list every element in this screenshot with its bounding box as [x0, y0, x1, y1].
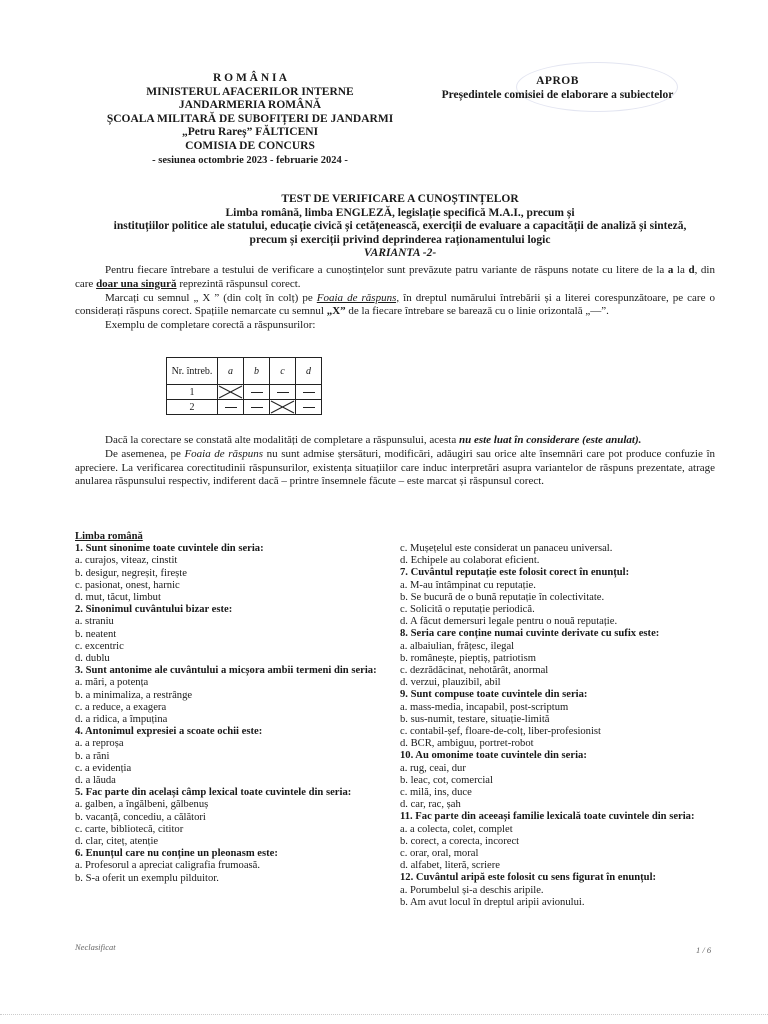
question-text: 7. Cuvântul reputație este folosit corect în enunțul:	[400, 567, 630, 579]
text: , din care	[75, 264, 715, 290]
option-text: a. mass-media, incapabil, post-scriptum	[400, 701, 569, 713]
right-question-column	[400, 543, 730, 909]
option-text: a. Profesorul a apreciat caligrafia frumoasă.	[75, 860, 261, 872]
table-row	[167, 400, 322, 415]
example-caption: Exemplu de completare corectă a răspunsurilor:	[105, 319, 316, 332]
dash-mark	[303, 407, 315, 408]
option-text: b. sus-numit, testare, situație-limită	[400, 713, 550, 725]
dash-cell	[296, 400, 322, 415]
question-text: 9. Sunt compuse toate cuvintele din seria:	[400, 689, 588, 701]
question-text: 4. Antonimul expresiei a scoate ochii este:	[75, 726, 263, 738]
instruction-paragraph	[75, 434, 715, 448]
classification-label: Neclasificat	[75, 942, 116, 952]
page-number: 1 / 6	[696, 945, 712, 955]
header-line: R O M Â N I A	[212, 72, 288, 84]
option-text: d. A făcut demersuri legale pentru o nouă reputație.	[400, 616, 618, 628]
option-text: c. Solicită o reputație periodică.	[400, 604, 535, 616]
text: reprezintă răspunsul corect.	[176, 277, 301, 290]
dash-mark	[277, 392, 289, 393]
option-text: a. straniu	[75, 616, 114, 628]
option-text: b. Se bucură de o bună reputație în colectivitate.	[400, 591, 605, 603]
text: De asemenea, pe	[105, 447, 185, 460]
option-text: c. orar, oral, moral	[400, 848, 479, 860]
emphasis: doar una singură	[96, 277, 177, 290]
table-cell: 1	[167, 385, 218, 400]
option-text: c. contabil-șef, floare-de-colț, liber-profesionist	[400, 726, 601, 738]
dash-cell	[244, 385, 270, 400]
option-text: c. a reduce, a exagera	[75, 701, 167, 713]
section-title: Limba română	[75, 531, 143, 542]
example-answer-table	[166, 357, 322, 415]
option-text: b. Am avut locul în dreptul aripii avionului.	[400, 896, 585, 908]
question-text: 2. Sinonimul cuvântului bizar este:	[75, 604, 233, 616]
header-line: JANDARMERIA ROMÂNĂ	[178, 99, 322, 112]
emphasis: Foaia de răspuns	[184, 447, 264, 460]
header-line: „Petru Rareș” FĂLTICENI	[181, 126, 319, 139]
approver-title: Președintele comisiei de elaborare a subiectelor	[441, 89, 674, 101]
subtitle-line: Limba română, limba ENGLEZĂ, legislație specifică M.A.I., precum și	[225, 206, 575, 219]
option-text: b. desigur, negreșit, firește	[75, 567, 187, 579]
approval-header	[430, 74, 685, 102]
instructions-continued	[75, 434, 715, 489]
option-text: d. alfabet, literă, scriere	[400, 860, 500, 872]
title-line: TEST DE VERIFICARE A CUNOȘTINȚELOR	[281, 193, 519, 205]
option-text: a. M-au întâmpinat cu reputație.	[400, 579, 536, 591]
institution-header	[100, 72, 400, 167]
emphasis: nu este luat în considerare (este anulat).	[458, 434, 642, 446]
dash-mark	[251, 407, 263, 408]
option-text: a. galben, a îngălbeni, gălbenuș	[75, 799, 209, 811]
approve-label: APROB	[536, 75, 579, 87]
header-line: MINISTERUL AFACERILOR INTERNE	[146, 85, 354, 98]
option-text: b. corect, a corecta, incorect	[400, 835, 520, 847]
text: Pentru fiecare întrebare a testului de verificare a cunoștințelor sunt prevăzute patru variante de răspuns notate cu litere de la	[105, 264, 668, 276]
page-divider	[0, 1014, 768, 1015]
x-mark-icon	[270, 400, 295, 414]
subtitle-line: precum și exerciții privind deprinderea raționamentului logic	[249, 233, 551, 246]
dash-mark	[303, 392, 315, 393]
option-text: c. excentric	[75, 640, 124, 652]
option-text: d. BCR, ambiguu, portret-robot	[400, 738, 534, 750]
test-title	[60, 193, 740, 261]
dash-mark	[225, 407, 237, 408]
option-text: b. vacanță, concediu, a călători	[75, 811, 206, 823]
session-line: - sesiunea octombrie 2023 - februarie 2024 -	[152, 154, 348, 166]
option-text: c. Mușețelul este considerat un panaceu universal.	[400, 543, 613, 554]
option-text: b. a minimaliza, a restrânge	[75, 689, 193, 701]
option-text: a. a colecta, colet, complet	[400, 823, 513, 835]
option-text: a. curajos, viteaz, cinstit	[75, 555, 178, 567]
question-text: 8. Seria care conține numai cuvinte derivate cu sufix este:	[400, 628, 660, 640]
text: în dreptul numărului întrebării și a literei corespunzătoare, pe care o considerați răspuns corect. Spațiile nemarcate cu semnul	[75, 291, 716, 318]
dash-cell	[270, 385, 296, 400]
option-text: d. Echipele au colaborat eficient.	[400, 555, 540, 567]
option-text: d. mut, tăcut, limbut	[75, 592, 161, 604]
option-text: a. a reproșa	[75, 738, 124, 750]
question-text: 5. Fac parte din același câmp lexical toate cuvintele din seria:	[75, 787, 352, 799]
table-header: b	[244, 358, 270, 385]
table-header: Nr. întreb.	[167, 358, 218, 385]
emphasis: Foaia de răspuns,	[316, 291, 400, 304]
option-text: c. milă, ins, duce	[400, 787, 472, 799]
table-header: d	[296, 358, 322, 385]
text: d	[688, 264, 695, 276]
table-header: c	[270, 358, 296, 385]
option-text: c. carte, bibliotecă, cititor	[75, 823, 184, 835]
question-text: 12. Cuvântul aripă este folosit cu sens figurat în enunțul:	[400, 872, 657, 884]
option-text: b. românește, pieptiș, patriotism	[400, 652, 536, 664]
text: la	[673, 264, 689, 276]
table-row	[167, 385, 322, 400]
option-text: a. Porumbelul și-a deschis aripile.	[400, 884, 544, 896]
x-mark-icon	[218, 385, 243, 399]
emphasis: „X”	[326, 305, 346, 318]
question-text: 3. Sunt antonime ale cuvântului a micșora ambii termeni din seria:	[75, 665, 377, 677]
subtitle-line: instituțiilor politice ale statului, educație civică și cetățenească, exerciții de evaluare a capacității de analiză și sinteză,	[113, 220, 687, 233]
instruction-paragraph	[75, 448, 715, 489]
question-text: 6. Enunțul care nu conține un pleonasm este:	[75, 848, 278, 860]
option-text: d. a ridica, a împuțina	[75, 714, 168, 726]
option-text: b. leac, cot, comercial	[400, 774, 493, 786]
text: Marcați cu semnul „ X ” (din colț în colț) pe	[105, 291, 317, 304]
option-text: d. a lăuda	[75, 775, 116, 787]
header-line: COMISIA DE CONCURS	[185, 139, 315, 152]
dash-mark	[251, 392, 263, 393]
option-text: a. mări, a potența	[75, 677, 149, 689]
dash-cell	[296, 385, 322, 400]
option-text: b. a răni	[75, 750, 110, 762]
instruction-paragraph	[75, 292, 715, 320]
option-text: c. a evidenția	[75, 762, 132, 774]
table-cell: 2	[167, 400, 218, 415]
option-text: b. neatent	[75, 628, 117, 640]
table-header: a	[218, 358, 244, 385]
option-text: c. pasionat, onest, harnic	[75, 579, 180, 591]
question-text: 11. Fac parte din aceeași familie lexicală toate cuvintele din seria:	[400, 811, 695, 823]
option-text: d. dublu	[75, 653, 110, 665]
text: nu sunt admise ștersături, modificări, adăugiri sau orice alte însemnări care pot produce confuzie în apreciere. La verificarea corectitudinii răspunsurilor, existența situațiilor care induc interpretări asupra variantelor de răspuns prezentate, atrage anularea răspunsului respectiv, indiferent dacă – printre însemnele făcute – este marcat și răspunsul corect.	[75, 447, 715, 488]
option-text: a. rug, ceai, dur	[400, 762, 466, 774]
instructions	[75, 264, 715, 333]
text: Dacă la corectare se constată alte modalități de completare a răspunsului, acesta	[105, 434, 459, 446]
option-text: d. verzui, plauzibil, abil	[400, 677, 501, 689]
option-text: b. S-a oferit un exemplu pilduitor.	[75, 872, 219, 884]
text: a	[667, 264, 674, 276]
x-mark-cell	[218, 385, 244, 400]
x-mark-cell	[270, 400, 296, 415]
text: de la fiecare întrebare se barează cu o linie orizontală „—”.	[345, 305, 609, 318]
dash-cell	[218, 400, 244, 415]
option-text: d. clar, citeț, atenție	[75, 836, 159, 848]
instruction-paragraph	[75, 264, 715, 292]
option-text: a. albaiulian, frățesc, ilegal	[400, 640, 515, 652]
option-text: c. dezrădăcinat, nehotărât, anormal	[400, 665, 549, 677]
question-text: 10. Au omonime toate cuvintele din seria:	[400, 750, 587, 762]
left-question-column	[75, 531, 395, 885]
variant-label: VARIANTA -2-	[363, 247, 437, 260]
header-line: ȘCOALA MILITARĂ DE SUBOFIȚERI DE JANDARMI	[106, 112, 394, 125]
option-text: d. car, rac, șah	[400, 799, 461, 811]
question-text: 1. Sunt sinonime toate cuvintele din seria:	[75, 543, 264, 555]
dash-cell	[244, 400, 270, 415]
